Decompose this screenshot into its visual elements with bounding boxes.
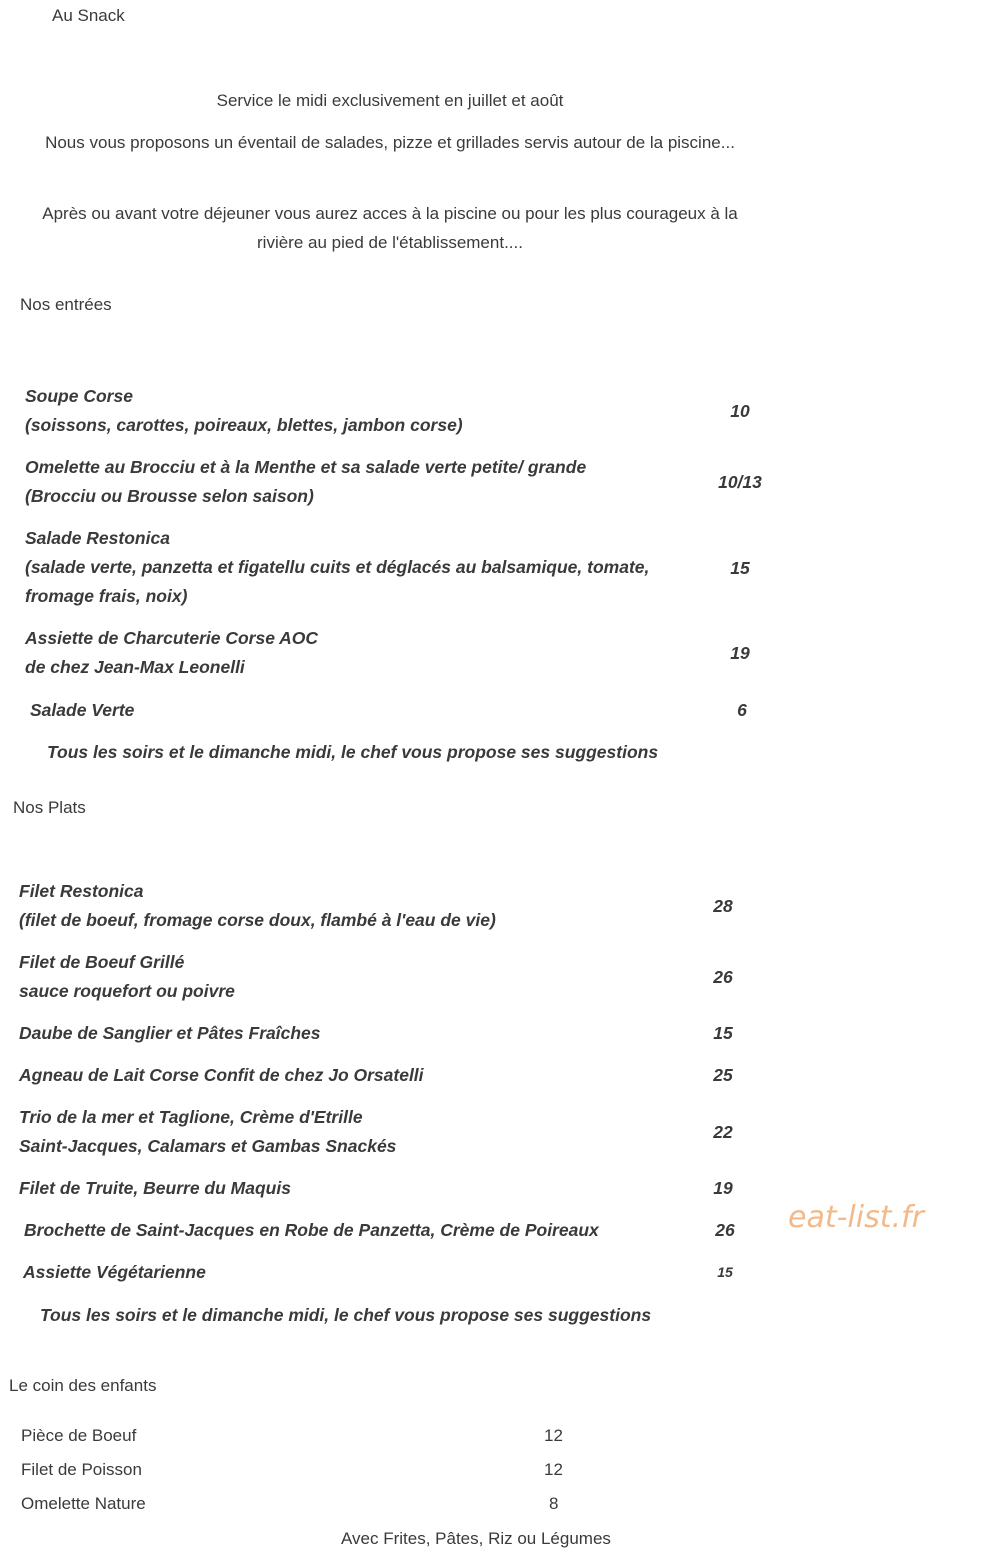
- dish-name: Filet Restonica: [19, 881, 144, 901]
- dish-description: (Brocciu ou Brousse selon saison): [25, 486, 314, 506]
- kids-item-price: 8: [549, 1494, 559, 1513]
- menu-item-filet-boeuf: [19, 948, 235, 1006]
- kids-item-name: Omelette Nature: [21, 1494, 146, 1513]
- intro-service: Service le midi exclusivement en juillet et août: [216, 91, 564, 110]
- price: 19: [730, 643, 750, 663]
- menu-item-vegetarienne: [23, 1258, 206, 1287]
- kids-item-price: 12: [544, 1426, 563, 1445]
- dish-description: Saint-Jacques, Calamars et Gambas Snackés: [19, 1136, 397, 1156]
- dish-description: (salade verte, panzetta et figatellu cuits et déglacés au balsamique, tomate,: [25, 557, 650, 577]
- menu-item-salade-verte: [30, 696, 134, 725]
- price: 6: [737, 700, 747, 720]
- dish-name: Assiette Végétarienne: [23, 1262, 206, 1282]
- kids-item-name: Pièce de Boeuf: [21, 1426, 137, 1445]
- dish-description: (soissons, carottes, poireaux, blettes, jambon corse): [25, 415, 463, 435]
- price: 26: [713, 967, 733, 987]
- menu-item-filet-truite: [19, 1174, 291, 1203]
- menu-item-filet-restonica: [19, 877, 496, 935]
- menu-item-brochette: [24, 1216, 599, 1245]
- kids-item-price: 12: [544, 1460, 563, 1479]
- watermark: eat-list.fr: [788, 1200, 924, 1235]
- price: 10: [730, 401, 750, 421]
- dish-description: fromage frais, noix): [25, 586, 188, 606]
- section-heading-enfants: Le coin des enfants: [9, 1376, 157, 1395]
- dish-name: Filet de Boeuf Grillé: [19, 952, 185, 972]
- price: 15: [730, 558, 750, 578]
- price: 25: [713, 1065, 733, 1085]
- dish-description: (filet de boeuf, fromage corse doux, flambé à l'eau de vie): [19, 910, 496, 930]
- menu-item-trio-mer: [19, 1103, 396, 1161]
- dish-description: de chez Jean-Max Leonelli: [25, 657, 245, 677]
- intro-proposal: Nous vous proposons un éventail de salades, pizze et grillades servis autour de la piscine...: [45, 133, 735, 152]
- price: 10/13: [718, 472, 762, 492]
- dish-name: Trio de la mer et Taglione, Crème d'Etrille: [19, 1107, 363, 1127]
- page-title: Au Snack: [52, 6, 125, 25]
- price: 15: [717, 1264, 733, 1280]
- dish-description: sauce roquefort ou poivre: [19, 981, 235, 1001]
- menu-item-agneau: [19, 1061, 424, 1090]
- kids-item-name: Filet de Poisson: [21, 1460, 142, 1479]
- menu-item-salade-restonica: [25, 524, 649, 611]
- dish-name: Assiette de Charcuterie Corse AOC: [25, 628, 319, 648]
- dish-name: Daube de Sanglier et Pâtes Fraîches: [19, 1023, 321, 1043]
- dish-name: Soupe Corse: [25, 386, 133, 406]
- dish-name: Salade Verte: [30, 700, 135, 720]
- menu-item-omelette: [25, 453, 586, 511]
- price: 26: [715, 1220, 735, 1240]
- chef-suggestions-note: Tous les soirs et le dimanche midi, le chef vous propose ses suggestions: [40, 1305, 652, 1325]
- menu-item-daube: [19, 1019, 321, 1048]
- dish-name: Brochette de Saint-Jacques en Robe de Panzetta, Crème de Poireaux: [24, 1220, 599, 1240]
- intro-access: Après ou avant votre déjeuner vous aurez acces à la piscine ou pour les plus courageux à la rivière au pied de l'établissement....: [42, 204, 738, 252]
- dish-name: Filet de Truite, Beurre du Maquis: [19, 1178, 291, 1198]
- section-heading-entrees: Nos entrées: [20, 295, 112, 314]
- price: 19: [713, 1178, 733, 1198]
- dish-name: Omelette au Brocciu et à la Menthe et sa salade verte petite/ grande: [25, 457, 587, 477]
- price: 22: [713, 1122, 733, 1142]
- menu-item-charcuterie: [25, 624, 318, 682]
- price: 28: [713, 896, 733, 916]
- section-heading-plats: Nos Plats: [13, 798, 86, 817]
- dish-name: Salade Restonica: [25, 528, 170, 548]
- chef-suggestions-note: Tous les soirs et le dimanche midi, le chef vous propose ses suggestions: [47, 742, 659, 762]
- price: 15: [713, 1023, 733, 1043]
- kids-side-note: Avec Frites, Pâtes, Riz ou Légumes: [341, 1529, 611, 1548]
- menu-item-soupe-corse: [25, 382, 463, 440]
- dish-name: Agneau de Lait Corse Confit de chez Jo Orsatelli: [19, 1065, 424, 1085]
